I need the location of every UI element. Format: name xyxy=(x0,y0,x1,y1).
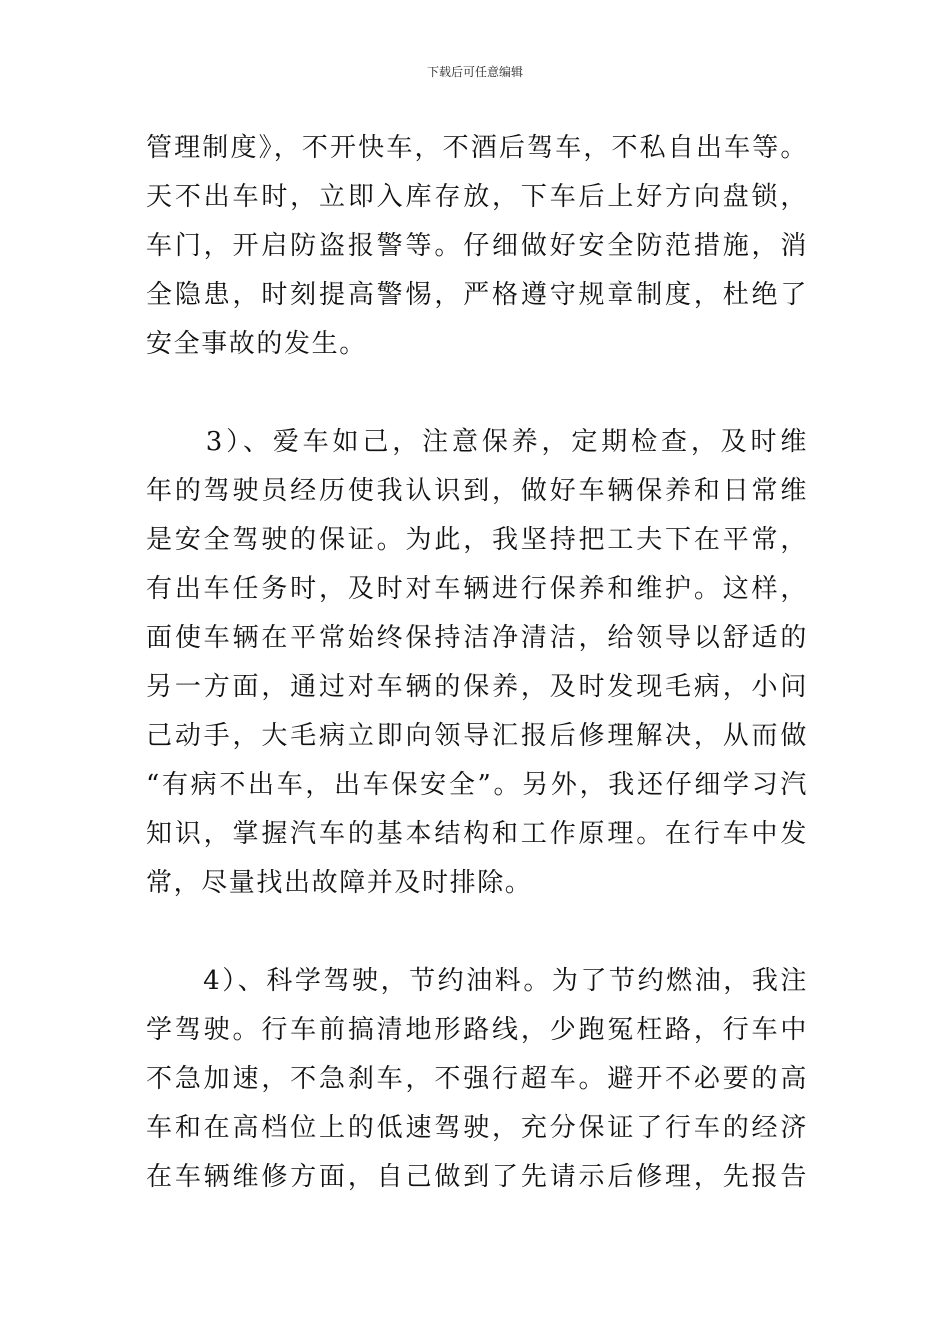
text-line: 另一方面，通过对车辆的保养，及时发现毛病，小问 xyxy=(146,672,808,702)
text-line: 学驾驶。行车前搞清地形路线，少跑冤枉路，行车中 xyxy=(146,1015,808,1045)
text-line: 3）、爱车如己，注意保养，定期检查，及时维 xyxy=(205,427,808,457)
text-line: 安全事故的发生。 xyxy=(146,329,367,359)
text-line: 在车辆维修方面，自己做到了先请示后修理，先报告 xyxy=(146,1162,808,1192)
text-line: 年的驾驶员经历使我认识到，做好车辆保养和日常维 xyxy=(146,476,808,506)
text-line: 常，尽量找出故障并及时排除。 xyxy=(146,868,533,898)
paragraph-gap xyxy=(146,369,808,418)
text-line: 管理制度》，不开快车，不酒后驾车，不私自出车等。 xyxy=(146,133,808,163)
text-line: 车和在高档位上的低速驾驶，充分保证了行车的经济 xyxy=(146,1113,808,1143)
page-header: 下载后可任意编辑 xyxy=(426,65,523,79)
text-line: 4）、科学驾驶，节约油料。为了节约燃油，我注 xyxy=(203,966,808,996)
text-line: “有病不出车，出车保安全”。另外，我还仔细学习汽 xyxy=(146,770,808,800)
paragraph-safety-rules xyxy=(146,124,808,369)
text-line: 知识，掌握汽车的基本结构和工作原理。在行车中发 xyxy=(146,819,808,849)
text-line: 有出车任务时，及时对车辆进行保养和维护。这样， xyxy=(146,574,808,604)
text-line: 面使车辆在平常始终保持洁净清洁，给领导以舒适的 xyxy=(146,623,808,653)
paragraph-vehicle-maintenance xyxy=(146,418,808,908)
text-line: 是安全驾驶的保证。为此，我坚持把工夫下在平常， xyxy=(146,525,808,555)
text-line: 己动手，大毛病立即向领导汇报后修理解决，从而做 xyxy=(146,721,808,751)
paragraph-gap xyxy=(146,908,808,957)
paragraph-fuel-saving xyxy=(146,957,808,1202)
text-line: 全隐患，时刻提高警惕，严格遵守规章制度，杜绝了 xyxy=(146,280,808,310)
text-line: 车门，开启防盗报警等。仔细做好安全防范措施，消 xyxy=(146,231,808,261)
text-line: 天不出车时，立即入库存放，下车后上好方向盘锁， xyxy=(146,182,808,212)
document-body xyxy=(146,124,808,1202)
text-line: 不急加速，不急刹车，不强行超车。避开不必要的高 xyxy=(146,1064,808,1094)
